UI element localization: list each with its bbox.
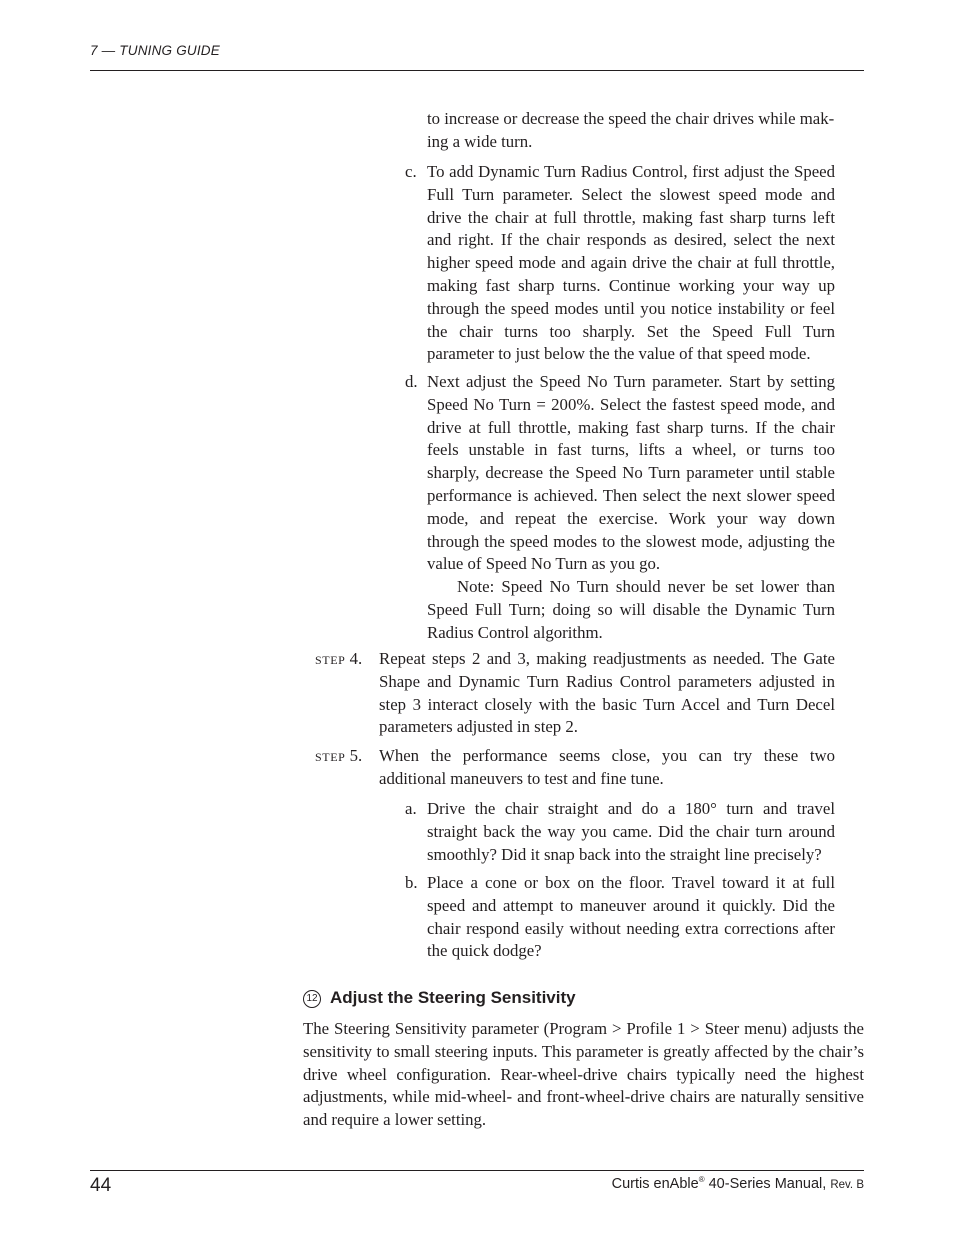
section-body: The Steering Sensitivity parameter (Program > Profile 1 > Steer menu) adjusts the sensitivity to small steering inputs. This parameter is greatly affected by the chair’s drive wheel configuration. Rear-wheel-drive chairs typically need the highest adjustments, while mid-wheel- and front-wheel-drive chairs are naturally sensitive and require a lower setting. xyxy=(303,1019,864,1130)
header-rule xyxy=(90,70,864,71)
step-number: 4. xyxy=(349,649,363,668)
continuation-paragraph xyxy=(427,108,835,154)
step-number: 5. xyxy=(349,746,363,765)
section-title: Adjust the Steering Sensitivity xyxy=(330,988,576,1007)
step-5 xyxy=(315,745,835,791)
list-item-b xyxy=(405,872,835,963)
list-item-text: Drive the chair straight and do a 180° turn and travel straight back the way you came. Did the chair turn around smoothly? Did it snap back into the straight line precisely? xyxy=(427,799,835,864)
step-text: Repeat steps 2 and 3, making readjustments as needed. The Gate Shape and Dynamic Turn Radius Control parameters adjusted in step 3 interact closely with the basic Turn Accel and Turn Decel parameters adjusted in step 2. xyxy=(379,649,835,737)
section-heading xyxy=(303,988,576,1008)
revision: Rev. B xyxy=(830,1178,864,1191)
list-marker: c. xyxy=(405,162,417,181)
step-label xyxy=(315,648,362,672)
step-text: When the performance seems close, you can try these two additional maneuvers to test and fine tune. xyxy=(379,746,835,788)
step-word: STEP xyxy=(315,653,346,667)
page-number: 44 xyxy=(90,1175,112,1196)
manual-series: 40-Series Manual, xyxy=(704,1175,827,1192)
continuation-line-1: to increase or decrease the speed the chair drives while mak- xyxy=(427,109,835,128)
list-item-body xyxy=(427,371,835,645)
running-head: 7 — TUNING GUIDE xyxy=(90,43,220,58)
step-4 xyxy=(315,648,835,739)
list-item-d xyxy=(405,371,835,645)
note-text: Note: Speed No Turn should never be set lower than Speed Full Turn; doing so will disable the Dynamic Turn Radius Control algorithm. xyxy=(427,577,835,642)
manual-name: Curtis enAble xyxy=(611,1175,699,1192)
list-marker: a. xyxy=(405,799,417,818)
list-item-a xyxy=(405,798,835,866)
list-marker: b. xyxy=(405,873,418,892)
list-item-text: Place a cone or box on the floor. Travel toward it at full speed and attempt to maneuver around it quickly. Did the chair respond easily without needing extra corrections after the quick dodge? xyxy=(427,873,835,961)
list-item-text: To add Dynamic Turn Radius Control, first adjust the Speed Full Turn parameter. Select the slowest speed mode and drive the chair at full throttle, making fast sharp turns left and right. If the chair responds as desired, select the next higher speed mode and again drive the chair at full throttle, making fast sharp turns. Continue working your way up through the speed modes until you notice instability or feel the chair turns too sharply. Set the Speed Full Turn parameter to just below the the value of that speed mode. xyxy=(427,162,835,364)
footer-title xyxy=(612,1175,864,1192)
registered-mark: ® xyxy=(698,1175,705,1184)
section-number-icon: 12 xyxy=(303,990,321,1008)
list-item-text: Next adjust the Speed No Turn parameter. Start by setting Speed No Turn = 200%. Select the fastest speed mode, and drive at full throttle, making fast sharp turns. If the chair feels unstable in fast turns, lifts a wheel, or turns too sharply, decrease the Speed No Turn parameter until stable performance is achieved. Then select the next slower speed mode, and repeat the exercise. Work your way down through the speed modes to the slowest mode, adjusting the value of Speed No Turn as you go. xyxy=(427,372,835,574)
footer-rule xyxy=(90,1170,864,1171)
list-marker: d. xyxy=(405,372,418,391)
step-word: STEP xyxy=(315,750,346,764)
step-label xyxy=(315,745,362,769)
list-item-c xyxy=(405,161,835,366)
continuation-line-2: ing a wide turn. xyxy=(427,131,533,151)
